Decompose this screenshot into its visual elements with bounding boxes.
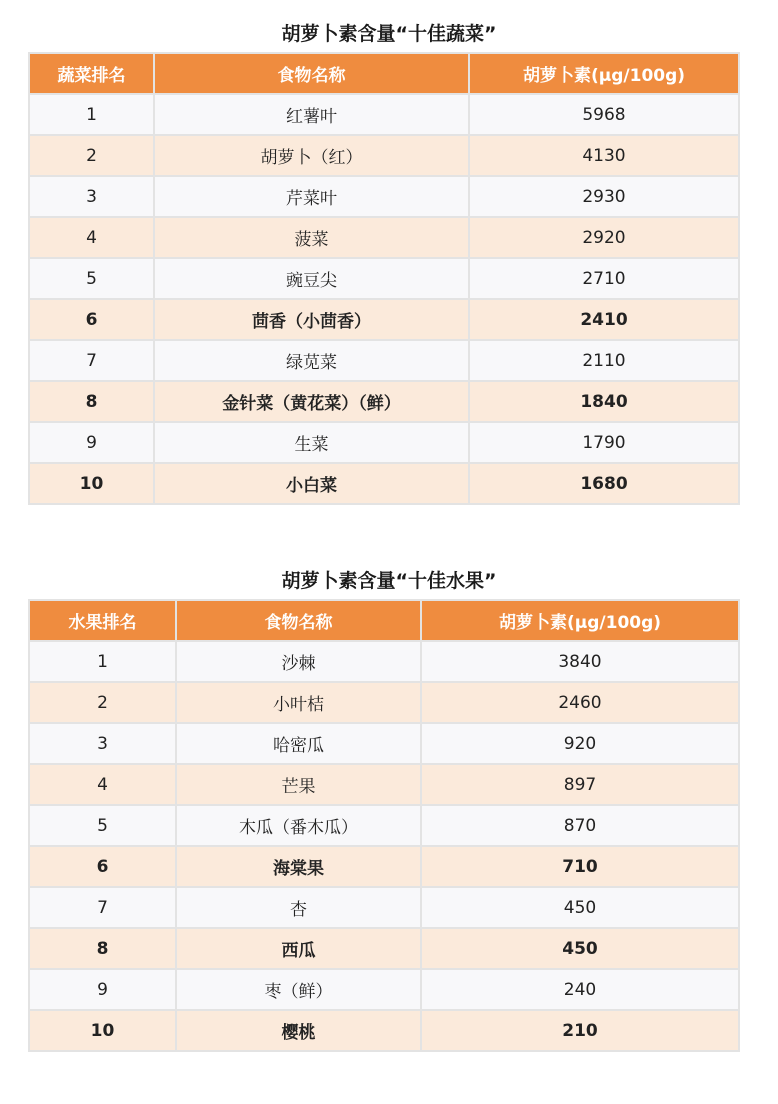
rank-cell: 2 — [29, 135, 154, 176]
table-row — [29, 969, 739, 1010]
rank-cell: 8 — [29, 381, 154, 422]
carotene-value-cell: 3840 — [421, 641, 739, 682]
table-row — [29, 176, 739, 217]
food-name-cell: 海棠果 — [176, 846, 421, 887]
food-name-cell: 杏 — [176, 887, 421, 928]
carotene-value-cell: 2710 — [469, 258, 739, 299]
table-row — [29, 94, 739, 135]
rank-cell: 10 — [29, 463, 154, 504]
food-name-cell: 西瓜 — [176, 928, 421, 969]
table-row — [29, 1010, 739, 1051]
carotene-value-cell: 1790 — [469, 422, 739, 463]
rank-cell: 5 — [29, 258, 154, 299]
carotene-value-cell: 2410 — [469, 299, 739, 340]
table-row — [29, 641, 739, 682]
carotene-value-cell: 2460 — [421, 682, 739, 723]
carotene-value-cell: 920 — [421, 723, 739, 764]
food-name-cell: 芒果 — [176, 764, 421, 805]
food-name-cell: 枣（鲜） — [176, 969, 421, 1010]
fruit-table-title: 胡萝卜素含量“十佳水果” — [281, 570, 497, 592]
food-name-cell: 绿苋菜 — [154, 340, 469, 381]
fruit-carotene-table — [28, 599, 740, 1052]
food-name-cell: 茴香（小茴香） — [154, 299, 469, 340]
carotene-value-cell: 2930 — [469, 176, 739, 217]
rank-cell: 1 — [29, 94, 154, 135]
column-header-rank: 蔬菜排名 — [29, 53, 154, 94]
column-header-carotene: 胡萝卜素(μg/100g) — [421, 600, 739, 641]
carotene-value-cell: 5968 — [469, 94, 739, 135]
food-name-cell: 菠菜 — [154, 217, 469, 258]
rank-cell: 4 — [29, 764, 176, 805]
rank-cell: 4 — [29, 217, 154, 258]
food-name-cell: 金针菜（黄花菜）（鲜） — [154, 381, 469, 422]
carotene-value-cell: 2920 — [469, 217, 739, 258]
table-row — [29, 846, 739, 887]
table-row — [29, 723, 739, 764]
rank-cell: 6 — [29, 299, 154, 340]
rank-cell: 3 — [29, 176, 154, 217]
rank-cell: 3 — [29, 723, 176, 764]
vegetable-table-title: 胡萝卜素含量“十佳蔬菜” — [281, 23, 497, 45]
carotene-value-cell: 4130 — [469, 135, 739, 176]
table-row — [29, 381, 739, 422]
rank-cell: 2 — [29, 682, 176, 723]
food-name-cell: 小白菜 — [154, 463, 469, 504]
table-row — [29, 299, 739, 340]
food-name-cell: 胡萝卜（红） — [154, 135, 469, 176]
food-name-cell: 哈密瓜 — [176, 723, 421, 764]
column-header-food-name: 食物名称 — [154, 53, 469, 94]
carotene-value-cell: 710 — [421, 846, 739, 887]
table-row — [29, 135, 739, 176]
carotene-value-cell: 210 — [421, 1010, 739, 1051]
rank-cell: 5 — [29, 805, 176, 846]
food-name-cell: 红薯叶 — [154, 94, 469, 135]
rank-cell: 7 — [29, 887, 176, 928]
table-row — [29, 217, 739, 258]
food-name-cell: 小叶桔 — [176, 682, 421, 723]
rank-cell: 9 — [29, 422, 154, 463]
table-row — [29, 928, 739, 969]
table-row — [29, 764, 739, 805]
carotene-value-cell: 240 — [421, 969, 739, 1010]
table-row — [29, 887, 739, 928]
food-name-cell: 樱桃 — [176, 1010, 421, 1051]
food-name-cell: 生菜 — [154, 422, 469, 463]
rank-cell: 1 — [29, 641, 176, 682]
rank-cell: 9 — [29, 969, 176, 1010]
rank-cell: 8 — [29, 928, 176, 969]
table-row — [29, 805, 739, 846]
carotene-value-cell: 1680 — [469, 463, 739, 504]
food-name-cell: 沙棘 — [176, 641, 421, 682]
table-row — [29, 682, 739, 723]
table-header-row — [29, 53, 739, 94]
table-row — [29, 340, 739, 381]
carotene-value-cell: 450 — [421, 928, 739, 969]
food-name-cell: 芹菜叶 — [154, 176, 469, 217]
carotene-value-cell: 1840 — [469, 381, 739, 422]
food-name-cell: 豌豆尖 — [154, 258, 469, 299]
table-row — [29, 258, 739, 299]
carotene-value-cell: 897 — [421, 764, 739, 805]
table-row — [29, 463, 739, 504]
column-header-food-name: 食物名称 — [176, 600, 421, 641]
rank-cell: 6 — [29, 846, 176, 887]
column-header-carotene: 胡萝卜素(μg/100g) — [469, 53, 739, 94]
column-header-rank: 水果排名 — [29, 600, 176, 641]
carotene-value-cell: 450 — [421, 887, 739, 928]
carotene-value-cell: 870 — [421, 805, 739, 846]
vegetable-carotene-table — [28, 52, 740, 505]
rank-cell: 7 — [29, 340, 154, 381]
rank-cell: 10 — [29, 1010, 176, 1051]
food-name-cell: 木瓜（番木瓜） — [176, 805, 421, 846]
carotene-value-cell: 2110 — [469, 340, 739, 381]
table-row — [29, 422, 739, 463]
table-header-row — [29, 600, 739, 641]
